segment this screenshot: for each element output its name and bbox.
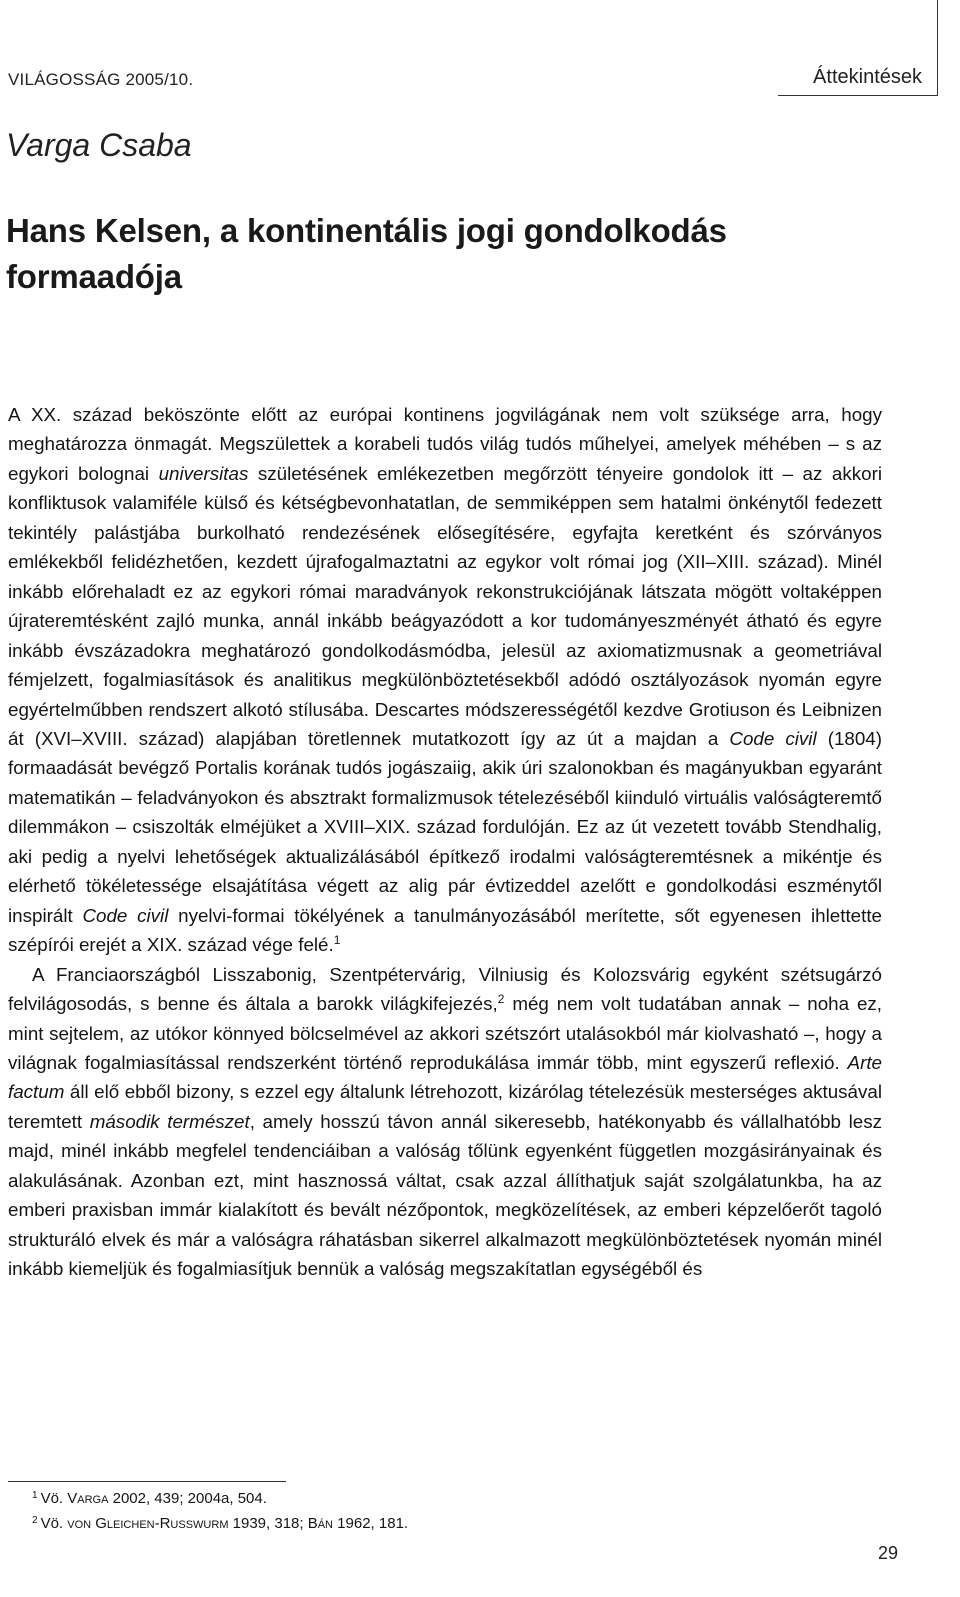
p2-text-a: A Franciaországból Lisszabonig, Szentpétervárig, Vilniusig és Kolozsvárig egyként szétsugárzó felvilágosodás, s benne és általa a barokk világkifejezés, <box>8 963 882 1015</box>
p2-italic-arte-factum: Arte factum <box>8 1051 882 1103</box>
p2-text-b: még nem volt tudatában annak – noha ez, mint sejtelem, az utókor könnyed bölcselmével az akkori szétszórt utalásokból már kiolvasható –, hogy a világnak fogalmiasítással rendszerként történő reprodukálása immár több, mint egyszerű reflexió. <box>8 993 883 1073</box>
footnote-text: Vö. <box>40 1515 68 1532</box>
p1-text-c: (1804) formaadását bevégző Portalis korának tudós jogászaiig, akik úri szalonokban és magányukban egyaránt matematikán – feladványokon és absztrakt formalizmusok tételezéséből kiinduló virtuális valóságteremtő dilemmákon – csiszolták elméjüket a XVIII–XIX. század fordulóján. Ez az út vezetett tovább Stendhalig, aki pedig a nyelvi lehetőségek aktualizálásából építkező irodalmi valóságteremtésnek a mikéntje és elérhető tökéletessége elsajátítása végett az alig pár évtizeddel azelőtt e gondolkodási eszménytől inspirált <box>8 727 882 926</box>
p1-text-b: születésének emlékezetben megőrzött tényeire gondolok itt – az akkori konfliktusok valamiféle külső és kétségbevonhatatlan, de semmiképpen sem hatalmi önkénytől fedezett tekintély palástjába burkolható rendezésének elősegítésére, egyfajta keretként és szórványos emlékekből felidézhetően, kezdett újrafogalmaztatni az egykor volt római jog (XII–XIII. század). Minél inkább előrehaladt ez az egykori római maradványok rekonstrukciójának látszata mögött voltaképpen újrateremtésként zajló munka, annál inkább beágyazódott a kor tudományeszményét átható és egyre inkább évszázadokra meghatározó gondolkodásmódba, jelesül az axiomatizmusnak a geometriával fémjelzett, fogalmiasítások és analitikus megkülönböztetésekből adódó osztályozások nyomán egyre egyértelműbben rendszert alkotó stílusába. Descartes módszerességétől kezdve Grotiuson és Leibnizen át (XVI–XVIII. század) alapjában töretlennek mutatkozott így az út a majdan a <box>8 462 882 749</box>
p1-text-a: A XX. század beköszönte előtt az európai kontinens jogvilágának nem volt szüksége arra, hogy meghatározza önmagát. Megszülettek a korabeli tudós világ tudós műhelyei, amelyek méhében – s az egykori bolognai <box>8 404 882 484</box>
footnotes <box>32 1485 832 1535</box>
article-body <box>8 400 882 1284</box>
footnote-2 <box>32 1510 832 1535</box>
article-author: Varga Csaba <box>6 127 192 163</box>
footnote-number: 1 <box>32 1490 38 1501</box>
footnote-ref-2[interactable]: 2 <box>497 992 505 1007</box>
page-number: 29 <box>877 1543 898 1563</box>
footnote-1 <box>32 1485 832 1510</box>
footnote-number: 2 <box>32 1515 38 1526</box>
footnote-separator <box>8 1481 286 1482</box>
footnote-author: von Gleichen-Russwurm <box>67 1515 229 1532</box>
p2-italic-masodik-termeszet: második természet <box>89 1110 250 1132</box>
p1-italic-code-civil-2: Code civil <box>82 904 169 926</box>
article-title: Hans Kelsen, a kontinentális jogi gondolkodás formaadója <box>6 212 727 295</box>
footnote-text: 1962, 181. <box>333 1515 409 1532</box>
p2-text-d: , amely hosszú távon annál sikeresebb, hatékonyabb és vállalhatóbb lesz majd, minél inkább megfelel tendenciáiban a valóság tőlünk egyenként független mozgásirányainak és alakulásának. Azonban ezt, mint hasznossá váltat, csak azzal állíthatjuk saját szolgálatunkba, ha az emberi praxisban immár kialakított és bevált nézőpontok, megközelítések, az emberi képzelőerőt tagoló strukturáló elvek és már a valóságra ráhatásban sikerrel alkalmazott megkülönböztetések nyomán minél inkább kiemeljük és fogalmiasítjuk bennük a valóság megszakítatlan egységéből és <box>8 1110 882 1280</box>
footnote-text: 2002, 439; 2004a, 504. <box>108 1490 267 1507</box>
header-horizontal-rule <box>778 95 938 96</box>
p1-italic-universitas: universitas <box>158 462 249 484</box>
p2-text-c: áll elő ebből bizony, s ezzel egy általunk létrehozott, kizárólag tételezésük mesterséges aktusával teremtett <box>8 1081 882 1132</box>
paragraph-2 <box>8 960 882 1284</box>
section-header: Áttekintések <box>813 66 922 88</box>
footnote-author: Varga <box>67 1490 109 1507</box>
p1-text-d: nyelvi-formai tökélyének a tanulmányozásából merítette, sőt egyenesen ihlettette szépírói erejét a XIX. század vége felé. <box>8 904 883 956</box>
p1-italic-code-civil: Code civil <box>729 727 817 749</box>
paragraph-1 <box>8 400 882 960</box>
footnote-ref-1[interactable]: 1 <box>333 933 341 948</box>
journal-header: VILÁGOSSÁG 2005/10. <box>8 70 194 89</box>
footnote-text: 1939, 318; <box>228 1515 308 1532</box>
footnote-text: Vö. <box>40 1490 68 1507</box>
footnote-author: Bán <box>307 1515 334 1532</box>
header-vertical-rule <box>937 0 938 96</box>
